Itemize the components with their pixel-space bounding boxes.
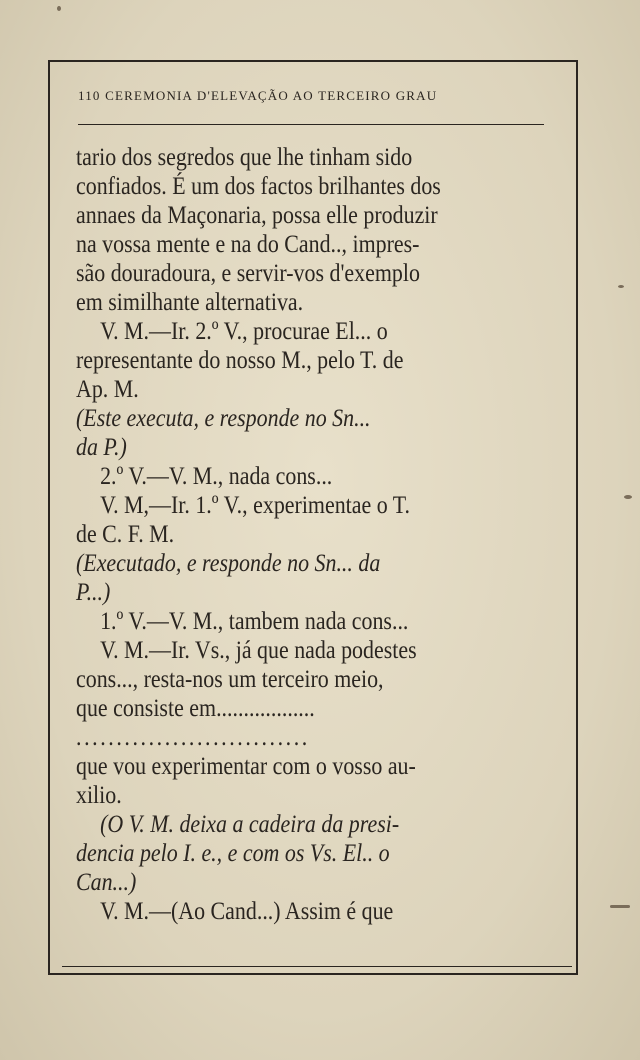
stage-direction: (O V. M. deixa a cadeira da presi-: [100, 809, 400, 838]
text-line: 1.º V.—V. M., tambem nada cons...: [100, 606, 409, 635]
text-line: tario dos segredos que lhe tinham sido: [76, 142, 413, 171]
stage-direction: da P.): [76, 432, 127, 461]
text-line: representante do nosso M., pelo T. de: [76, 345, 404, 374]
text-line: confiados. É um dos factos brilhantes dos: [76, 171, 441, 200]
paper-speck: [610, 905, 630, 908]
running-head: 110 CEREMONIA D'ELEVAÇÃO AO TERCEIRO GRAU: [78, 88, 438, 103]
frame-bottom-inner-border: [62, 966, 572, 967]
text-line: na vossa mente e na do Cand.., impres-: [76, 229, 420, 258]
text-line: são douradoura, e servir-vos d'exemplo: [76, 258, 420, 287]
text-line: xilio.: [76, 780, 122, 809]
paper-speck: [57, 6, 61, 11]
stage-direction: (Executado, e responde no Sn... da: [76, 548, 381, 577]
dotted-line: .............................: [76, 722, 310, 751]
text-line: em similhante alternativa.: [76, 287, 304, 316]
stage-direction: Can...): [76, 867, 137, 896]
text-line: V. M.—Ir. Vs., já que nada podestes: [100, 635, 417, 664]
frame-bottom-border: [48, 973, 578, 975]
header-rule: [78, 124, 544, 125]
text-line: annaes da Maçonaria, possa elle produzir: [76, 200, 438, 229]
text-line: V. M.—(Ao Cand...) Assim é que: [100, 896, 394, 925]
text-line: de C. F. M.: [76, 519, 175, 548]
frame-right-border: [576, 60, 578, 975]
text-line: V. M,—Ir. 1.º V., experimentae o T.: [100, 490, 411, 519]
frame-top-border: [48, 60, 578, 62]
stage-direction: P...): [76, 577, 111, 606]
text-line: V. M.—Ir. 2.º V., procurae El... o: [100, 316, 388, 345]
body-text: [76, 142, 551, 925]
stage-direction: dencia pelo I. e., e com os Vs. El.. o: [76, 838, 390, 867]
text-line: cons..., resta-nos um terceiro meio,: [76, 664, 384, 693]
paper-speck: [624, 495, 632, 499]
paper-speck: [618, 285, 624, 288]
text-line: que consiste em..................: [76, 693, 315, 722]
text-line: Ap. M.: [76, 374, 139, 403]
stage-direction: (Este executa, e responde no Sn...: [76, 403, 371, 432]
text-line: 2.º V.—V. M., nada cons...: [100, 461, 333, 490]
text-line: que vou experimentar com o vosso au-: [76, 751, 416, 780]
frame-left-border: [48, 60, 50, 975]
